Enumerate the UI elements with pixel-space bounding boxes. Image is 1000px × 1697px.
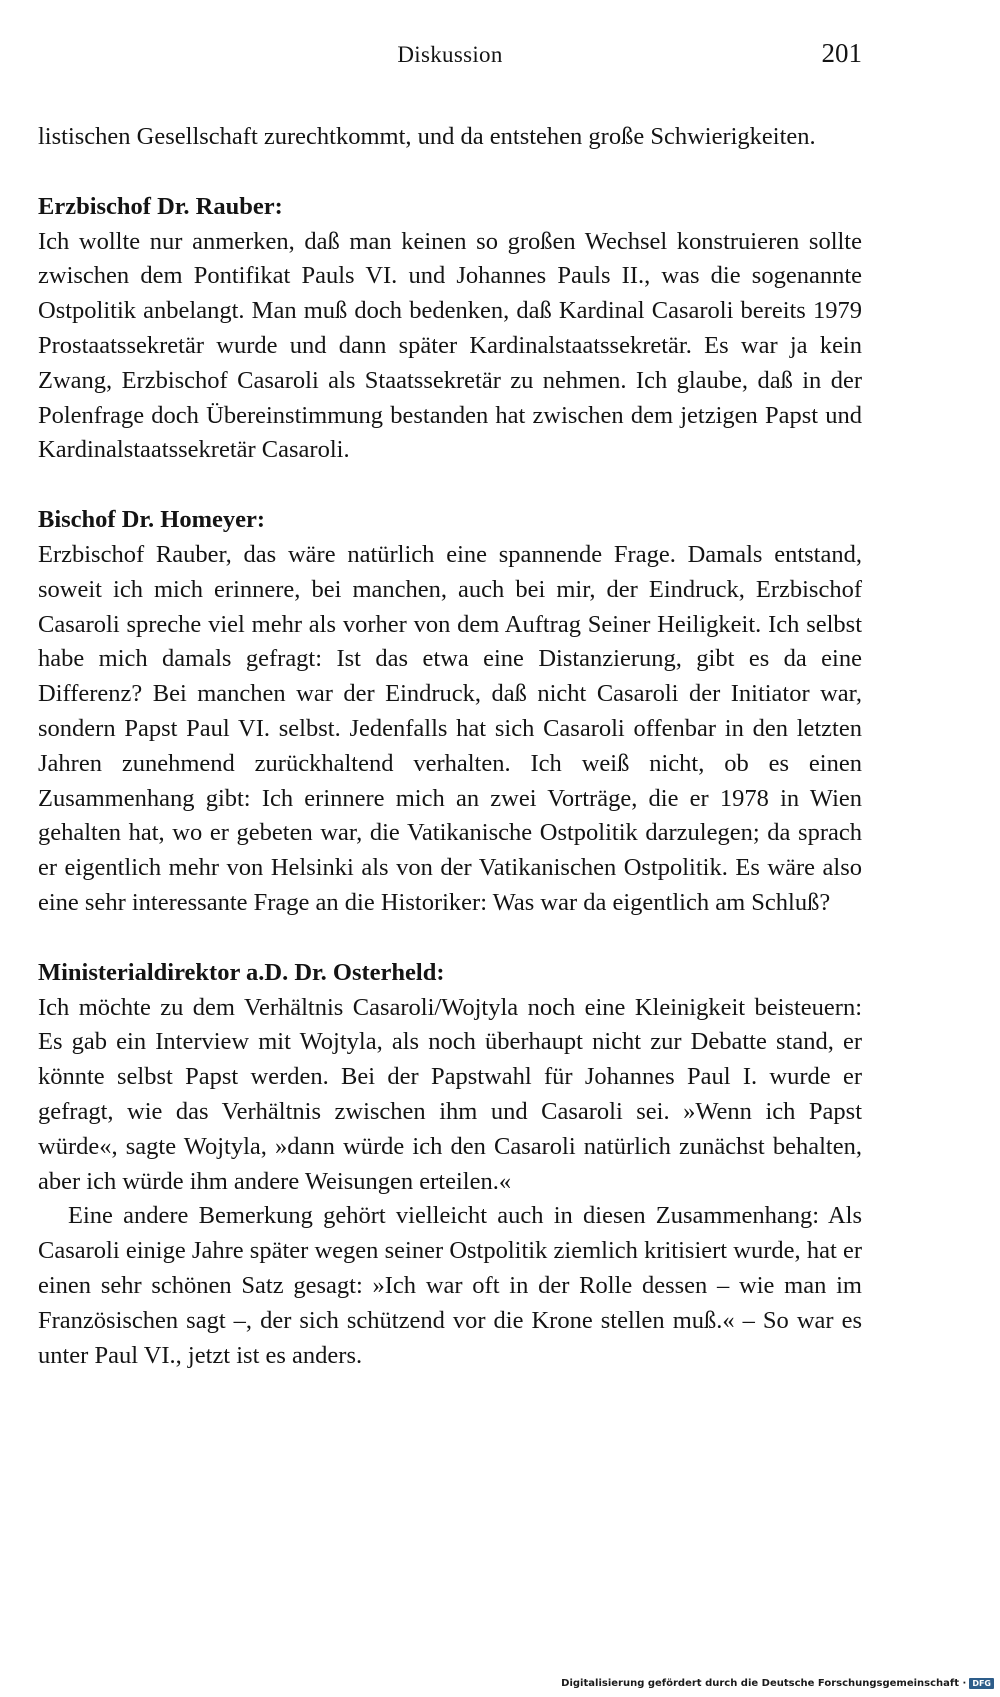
- running-title: Diskussion: [397, 42, 503, 67]
- speaker-heading-osterheld: Ministerialdirektor a.D. Dr. Osterheld:: [38, 958, 445, 986]
- paragraph-osterheld-continued: Eine andere Bemerkung gehört vielleicht auch in diesen Zusammenhang: Als Casaroli einige Jahre später wegen seiner Ostpolitik ziemlich kritisiert wurde, hat er einen sehr schönen Satz gesagt: »Ich war oft in der Rolle dessen – wie man im Französischen sagt –, der sich schützend vor die Krone stellen muß.« – So war es unter Paul VI., jetzt ist es anders.: [38, 1202, 862, 1369]
- paragraph-homeyer: Erzbischof Rauber, das wäre natürlich eine spannende Frage. Damals entstand, soweit ich mich erinnere, bei manchen, auch bei mir, der Eindruck, Erzbischof Casaroli spreche viel mehr als vorher von dem Auftrag Seiner Heiligkeit. Ich selbst habe mich damals gefragt: Ist das etwa eine Distanzierung, gibt es da eine Differenz? Bei manchen war der Eindruck, daß nicht Casaroli der Initiator war, sondern Papst Paul VI. selbst. Jedenfalls hat sich Casaroli offenbar in den letzten Jahren zunehmend zurückhaltend verhalten. Ich weiß nicht, ob es einen Zusammenhang gibt: Ich erinnere mich an zwei Vorträge, die er 1978 in Wien gehalten hat, wo er gebeten war, die Vatikanische Ostpolitik darzulegen; da sprach er eigentlich mehr von Helsinki als von der Vatikanischen Ostpolitik. Es wäre also eine sehr interessante Frage an die Historiker: Was war da eigentlich am Schluß?: [38, 540, 862, 916]
- paragraph-continuation: listischen Gesellschaft zurechtkommt, und da entstehen große Schwierigkeiten.: [38, 123, 816, 150]
- speaker-heading-homeyer: Bischof Dr. Homeyer:: [38, 506, 266, 534]
- section-gap: [38, 155, 862, 190]
- section-gap: [38, 468, 862, 503]
- paragraph-rauber: Ich wollte nur anmerken, daß man keinen so großen Wechsel konstruieren sollte zwischen dem Pontifikat Pauls VI. und Johannes Pauls II., was die sogenannte Ostpolitik anbelangt. Man muß doch bedenken, daß Kardinal Casaroli bereits 1979 Prostaatssekretär wurde und dann später Kardinalstaatssekretär. Es war ja kein Zwang, Erzbischof Casaroli als Staatssekretär zu nehmen. Ich glaube, daß in der Polenfrage doch Übereinstimmung bestanden hat zwischen dem jetzigen Papst und Kardinalstaatssekretär Casaroli.: [38, 227, 862, 464]
- speaker-heading-rauber: Erzbischof Dr. Rauber:: [38, 192, 283, 220]
- page-number: 201: [821, 38, 862, 68]
- body-text: [38, 120, 862, 1373]
- digitization-credit: [561, 1678, 994, 1689]
- credit-text: Digitalisierung gefördert durch die Deutsche Forschungsgemeinschaft ·: [561, 1678, 967, 1689]
- running-head: [38, 38, 862, 74]
- section-gap: [38, 921, 862, 956]
- paragraph-osterheld: Ich möchte zu dem Verhältnis Casaroli/Wojtyla noch eine Kleinigkeit beisteuern: Es gab ein Interview mit Wojtyla, als noch überhaupt nicht zur Debatte stand, er könnte selbst Papst werden. Bei der Papstwahl für Johannes Paul I. wurde er gefragt, wie das Verhältnis zwischen ihm und Casaroli sei. »Wenn ich Papst würde«, sagte Wojtyla, »dann würde ich den Casaroli natürlich zunächst behalten, aber ich würde ihm andere Weisungen erteilen.«: [38, 993, 862, 1195]
- dfg-logo: DFG: [969, 1678, 994, 1689]
